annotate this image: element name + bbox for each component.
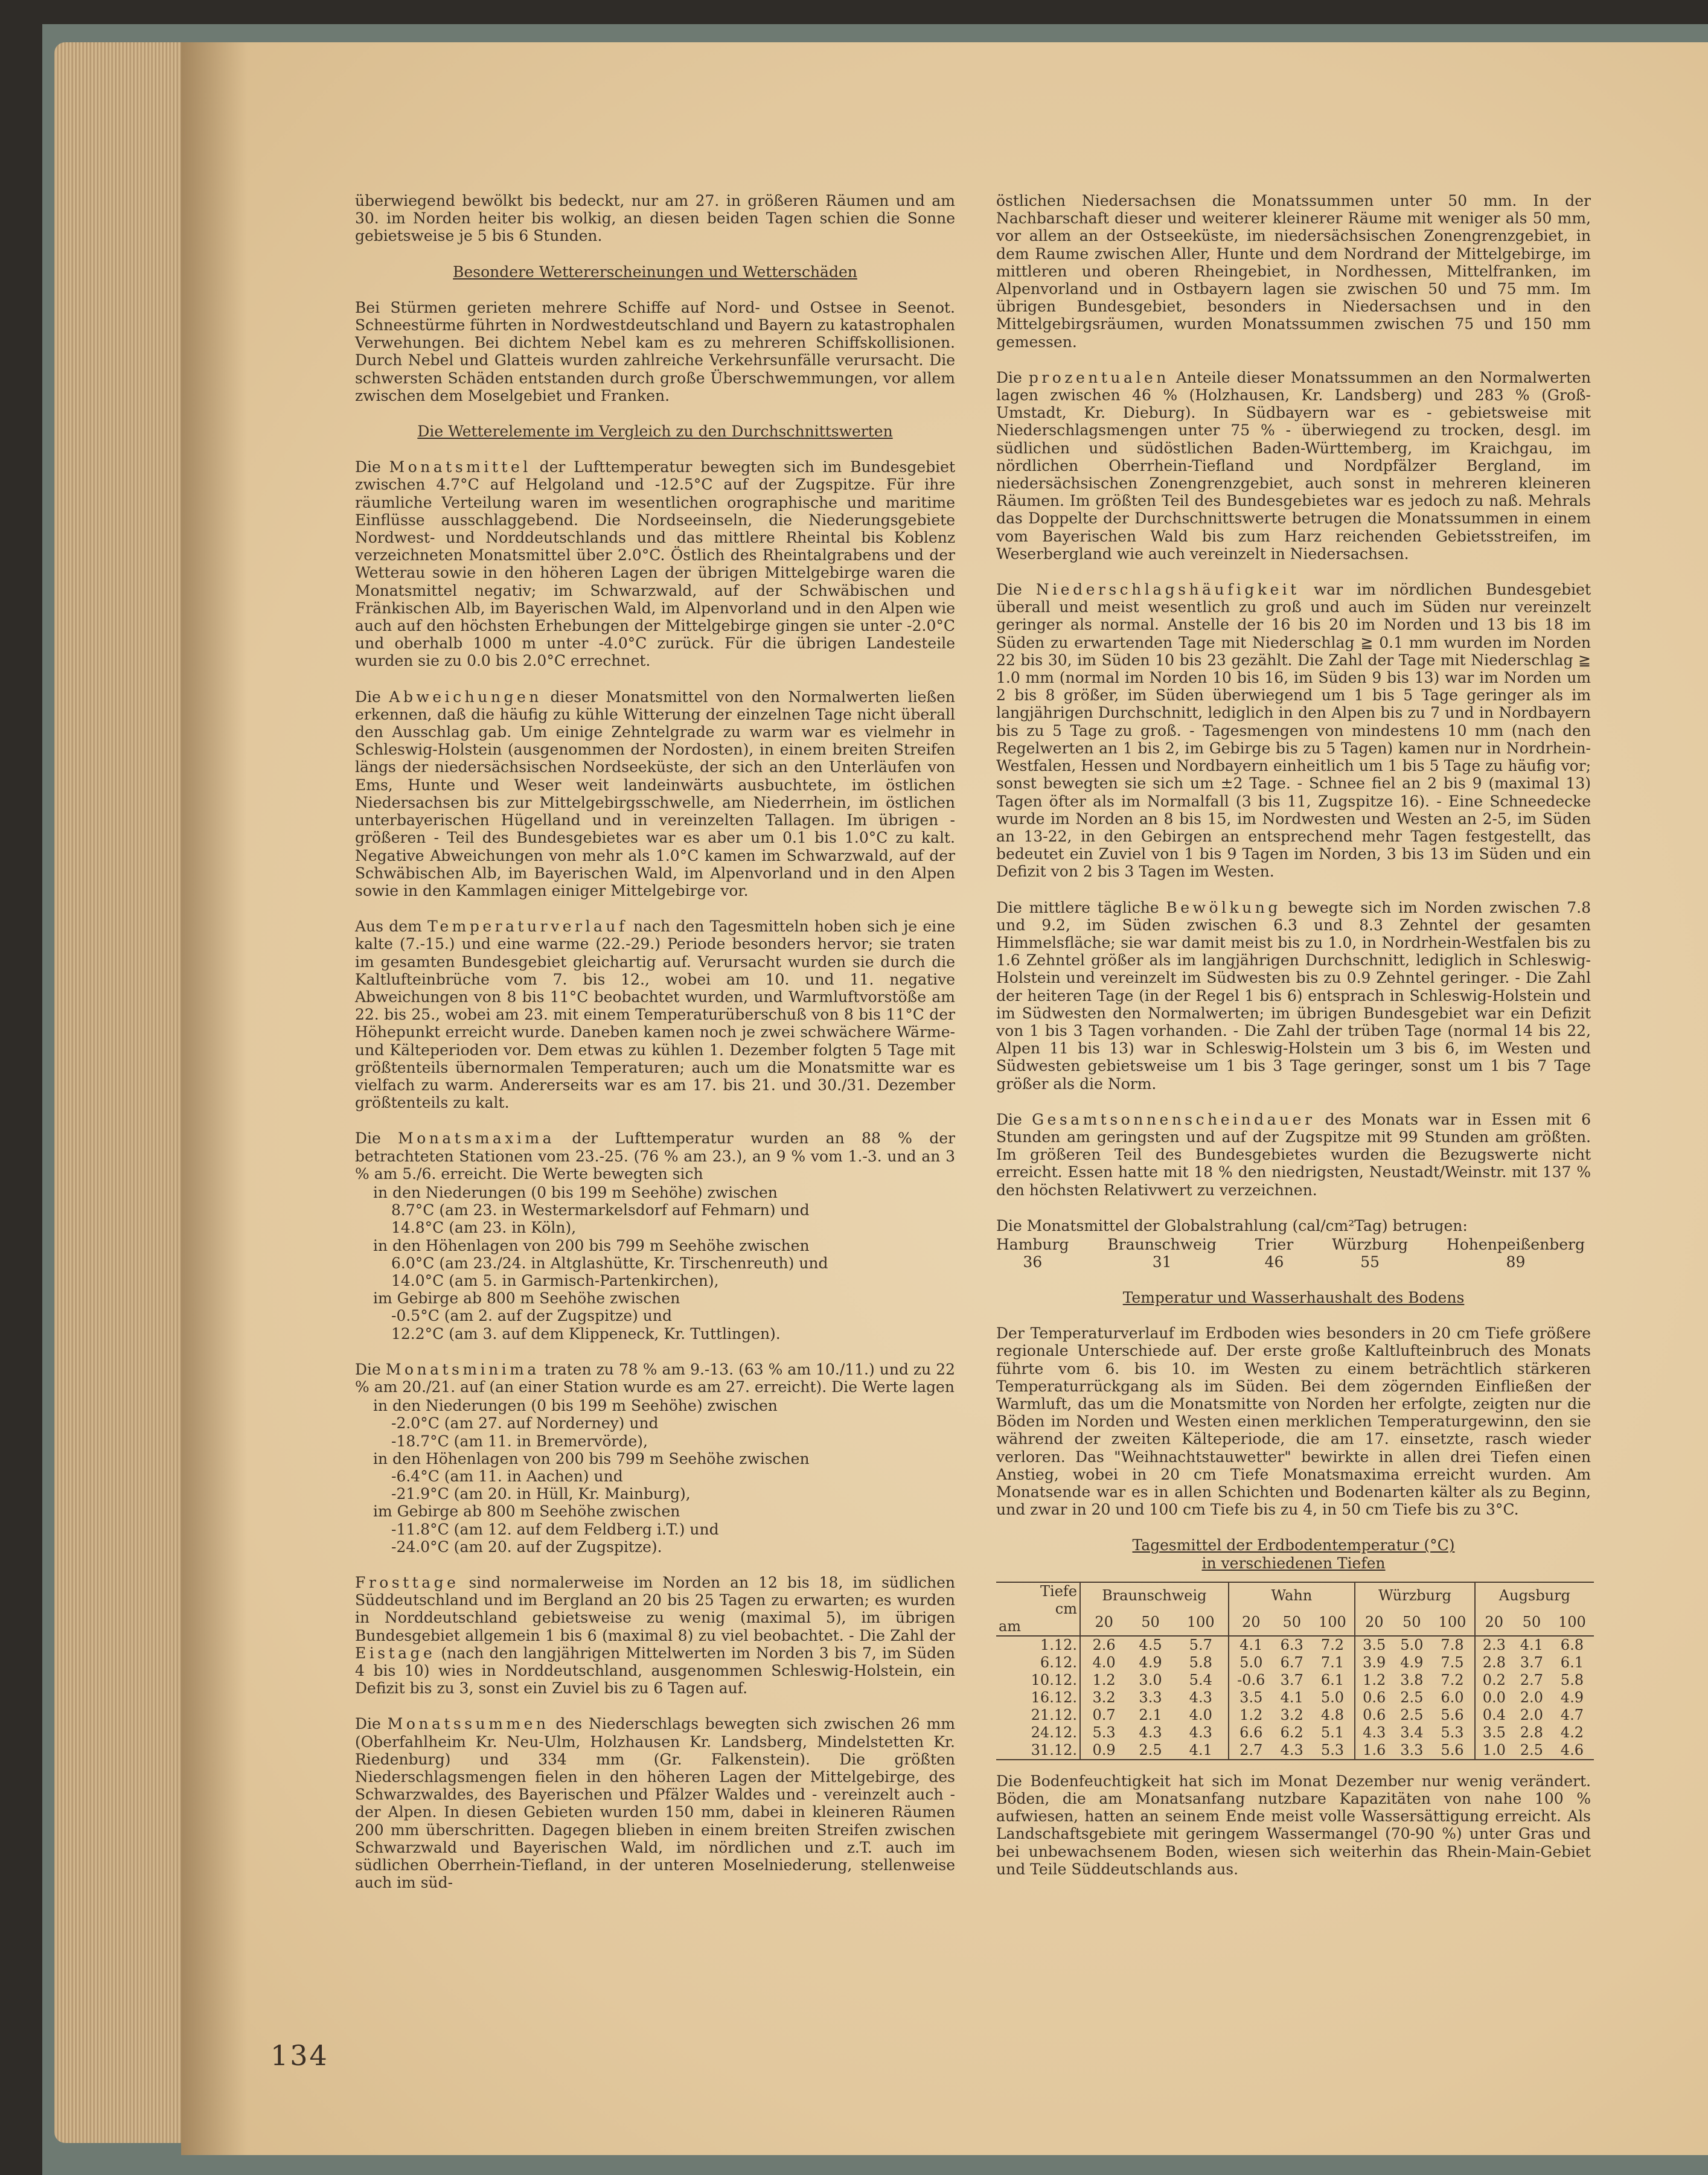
list-line: -2.0°C (am 27. auf Norderney) und <box>391 1414 659 1432</box>
station-value: 46 <box>1264 1253 1284 1271</box>
table-cell: 4.0 <box>1189 1706 1212 1723</box>
table-cell: 7.2 <box>1441 1671 1464 1688</box>
list-line: -11.8°C (am 12. auf dem Feldberg i.T.) und <box>391 1520 719 1538</box>
row-date: 21.12. <box>1031 1706 1077 1723</box>
table-cell: 6.6 <box>1229 1724 1273 1742</box>
depth-header: 20 <box>1475 1609 1513 1636</box>
table-cell: 4.1 <box>1189 1741 1212 1758</box>
station-hohenpeissenberg <box>1447 1236 1585 1271</box>
paragraph-text: Die <box>996 1110 1022 1128</box>
table-cell: 4.3 <box>1355 1724 1393 1742</box>
depth-header: 100 <box>1186 1613 1215 1630</box>
table-cell: 1.6 <box>1355 1742 1393 1760</box>
table-cell: 0.6 <box>1355 1689 1393 1707</box>
table-cell: 6.7 <box>1280 1653 1303 1671</box>
table-cell: 5.4 <box>1189 1671 1212 1688</box>
paragraph-text: des Monats war in Essen mit 6 Stunden am geringsten und auf der Zugspitze mit 99 Stunden am größten. Im größeren Teil des Bundesgebietes wurden die Bezugswerte nicht erreicht. Essen hatte mit 18 % den niedrigsten, Neustadt/Weinstr. mit 137 % den höchsten Relativwert zu verzeichnen. <box>996 1110 1591 1199</box>
station-name: Braunschweig <box>1107 1235 1217 1253</box>
term-monatssummen: Monatssummen <box>387 1715 549 1733</box>
paragraph-weather-damage: Bei Stürmen gerieten mehrere Schiffe auf Nord- und Ostsee in Seenot. Schneestürme führten in Nordwestdeutschland und Bayern zu katastrophalen Verwehungen. Bei dichtem Nebel kam es zu mehreren Schiffskollisionen. Durch Nebel und Glatteis wurden zahlreiche Verkehrsunfälle verursacht. Die schwersten Schäden entstanden durch große Überschwemmungen, vor allem zwischen dem Moselgebiet und Franken. <box>355 298 955 404</box>
term-abweichungen: Abweichungen <box>389 688 542 706</box>
paragraph-text: Anteile dieser Monatssummen an den Normalwerten lagen zwischen 46 % (Holzhausen, Kr. Landsberg) und 283 % (Groß-Umstadt, Kr. Dieburg). In Südbayern war es - gebietsweise mit Niederschlagsmengen unter 75 % - überwiegend zu trocken, desgl. im südlichen und südöstlichen Baden-Württemberg, im Kraichgau, im nördlichen Oberrhein-Tiefland und Nordpfälzer Bergland, im niedersächsischen Zonengrenzgebiet, auch sonst in mehreren kleineren Räumen. Im größten Teil des Bundesgebietes war es jedoch zu naß. Mehrals das Doppelte der Durchschnittswerte betrugen die Monatssummen in einem vom Bayerischen Wald bis zum Harz reichenden Gebietsstreifen, im Weserbergland wie auch vereinzelt in Niedersachsen. <box>996 368 1591 563</box>
list-line: in den Höhenlagen von 200 bis 799 m Seehöhe zwischen <box>373 1449 810 1468</box>
paragraph-percent-shares <box>996 369 1591 563</box>
paragraph-monthly-maxima: Die Monatsmaxima der Lufttemperatur wurden an 88 % der betrachteten Stationen vom 23.-25. (76 % am 23.), an 9 % vom 1.-3. und an 3 % am 5./6. erreicht. Die Werte bewegten sich <box>355 1129 955 1183</box>
table-cell: 3.5 <box>1229 1689 1273 1707</box>
term-temperaturverlauf: Temperaturverlauf <box>427 918 628 936</box>
depth-header: 50 <box>1141 1613 1160 1630</box>
term-monatsminima: Monatsminima <box>385 1360 540 1378</box>
table-cell: 2.7 <box>1229 1742 1273 1760</box>
paragraph-text: Die <box>996 581 1022 599</box>
list-line: in den Niederungen (0 bis 199 m Seehöhe) zwischen <box>373 1183 778 1201</box>
table-cell: 0.9 <box>1080 1742 1127 1760</box>
paragraph-text: (nach den langjährigen Mittelwerten im Norden 3 bis 7, im Süden 4 bis 10) wies in Norddeutschland, ausgenommen Schleswig-Holstein, ein Defizit bis zu 3, sonst ein Zuviel bis zu 6 Tagen auf. <box>355 1644 955 1698</box>
table-cell: 2.5 <box>1520 1741 1543 1758</box>
list-line: in den Höhenlagen von 200 bis 799 m Seehöhe zwischen <box>373 1236 810 1254</box>
table-cell: 3.3 <box>1400 1741 1424 1758</box>
list-line: -24.0°C (am 20. auf der Zugspitze). <box>391 1538 662 1556</box>
page-number: 134 <box>270 2039 329 2072</box>
table-cell: 2.0 <box>1520 1688 1543 1706</box>
station-name: Würzburg <box>1332 1235 1409 1253</box>
list-line: im Gebirge ab 800 m Seehöhe zwischen <box>373 1289 680 1308</box>
list-line: -18.7°C (am 11. in Bremervörde), <box>391 1432 648 1450</box>
table-cell: 4.2 <box>1560 1723 1584 1741</box>
list-line: -21.9°C (am 20. in Hüll, Kr. Mainburg), <box>391 1485 691 1503</box>
table-cell: 0.0 <box>1475 1689 1513 1707</box>
depth-header: 50 <box>1403 1613 1421 1630</box>
table-cell: 2.7 <box>1520 1671 1543 1688</box>
table-cell: 0.6 <box>1355 1707 1393 1724</box>
table-row <box>996 1654 1594 1672</box>
table-cell: 0.7 <box>1080 1707 1127 1724</box>
table-cell: 5.6 <box>1441 1741 1464 1758</box>
table-cell: 3.9 <box>1355 1654 1393 1672</box>
table-cell: 5.0 <box>1320 1688 1344 1706</box>
depth-header: 100 <box>1438 1613 1467 1630</box>
table-cell: 7.1 <box>1320 1653 1344 1671</box>
table-title <box>996 1536 1591 1571</box>
table-cell: 3.5 <box>1475 1724 1513 1742</box>
paragraph-monthly-mean: Die Monatsmittel der Lufttemperatur bewegten sich im Bundesgebiet zwischen 4.7°C auf Helgoland und -12.5°C auf der Zugspitze. Für ihre räumliche Verteilung waren im wesentlichen orographische und maritime Einflüsse ausschlaggebend. Die Nordseeinseln, die Niederungsgebiete Nordwest- und Norddeutschlands und das mittlere Rheintal bis Koblenz verzeichneten Monatsmittel über 2.0°C. Östlich des Rheintalgrabens und der Wetterau sowie in den höheren Lagen der übrigen Mittelgebirge waren die Monatsmittel negativ; im Schwarzwald, auf der Schwäbischen und Fränkischen Alb, im Bayerischen Wald, im Alpenvorland und in den Alpen wie auch auf den höchsten Erhebungen der Mittelgebirge gingen sie unter -2.0°C und oberhalb 1000 m unter -4.0°C zurück. Für die übrigen Landesteile wurden sie zu 0.0 bis 2.0°C errechnet. <box>355 458 955 670</box>
depth-header: 20 <box>1355 1609 1393 1636</box>
table-cell: 6.3 <box>1280 1636 1303 1653</box>
table-cell: 4.3 <box>1139 1723 1162 1741</box>
paragraph-text: dieser Monatsmittel von den Normalwerten ließen erkennen, daß die häufig zu kühle Witterung der einzelnen Tage nicht überall den Ausschlag gab. Um einige Zehntelgrade zu warm war es vielmehr in Schleswig-Holstein (ausgenommen der Nordosten), in einem breiten Streifen längs der niedersächsischen Nordseeküste, der sich an den Unterläufen von Ems, Hunte und Weser weit landeinwärts ausbuchtete, im östlichen Niedersachsen bis zur Mittelgebirgsschwelle, am Niederrhein, im östlichen unterbayerischen Hügelland und in vereinzelten Tallagen. Im übrigen - größeren - Teil des Bundesgebietes war es aber um 0.1 bis 1.0°C zu kalt. Negative Abweichungen von mehr als 1.0°C kamen im Schwarzwald, auf der Schwäbischen Alb, im Bayerischen Wald, im Alpenvorland und in den Alpen sowie in den Kammlagen einiger Mittelgebirge vor. <box>355 688 955 899</box>
table-cell: 5.6 <box>1441 1706 1464 1723</box>
table-cell: 6.0 <box>1441 1688 1464 1706</box>
table-cell: 2.6 <box>1080 1636 1127 1654</box>
paragraph-frost-days <box>355 1574 955 1697</box>
table-cell: 4.3 <box>1280 1741 1303 1758</box>
table-cell: 4.3 <box>1189 1688 1212 1706</box>
list-line: 14.0°C (am 5. in Garmisch-Partenkirchen), <box>391 1271 719 1289</box>
station-name: Hamburg <box>996 1235 1069 1253</box>
corner-depth: Tiefe <box>1040 1582 1077 1600</box>
term-monatsmittel: Monatsmittel <box>389 458 531 476</box>
table-cell: 2.8 <box>1475 1654 1513 1672</box>
table-cell: 6.8 <box>1560 1636 1584 1653</box>
minima-list <box>355 1397 955 1556</box>
row-date: 24.12. <box>1031 1723 1077 1741</box>
paragraph-text: war im nördlichen Bundesgebiet überall und meist wesentlich zu groß und auch im Süden nur vereinzelt geringer als normal. Anstelle der 16 bis 20 im Norden und 13 bis 18 im Süden zu erwartenden Tage mit Niederschlag ≧ 0.1 mm wurden im Norden 22 bis 30, im Süden 10 bis 23 gezählt. Die Zahl der Tage mit Niederschlag ≧ 1.0 mm (normal im Norden 10 bis 16, im Süden 9 bis 13) war im Norden um 2 bis 8 größer, im Süden überwiegend um 1 bis 5 Tage geringer als im langjährigen Durchschnitt, lediglich in den Alpen bis zu 7 und in Nordbayern bis zu 5 Tage zu groß. - Tagesmengen von mindestens 10 mm (nach den Regelwerten an 1 bis 2, im Gebirge bis zu 5 Tagen) kamen nur in Nordrhein-Westfalen, Hessen und Nordbayern einheitlich um 1 bis 5 Tage zu häufig vor; sonst bewegten sie sich um ±2 Tage. - Schnee fiel an 2 bis 9 (maximal 13) Tagen öfter als im Normalfall (3 bis 11, Zugspitze 16). - Eine Schneedecke wurde im Norden an 8 bis 15, im Nordwesten und Westen an 2-5, im Süden an 13-22, in den Gebirgen an entsprechend mehr Tagen festgestellt, das bedeutet ein Zuviel von 1 bis 9 Tagen im Norden, 3 bis 13 im Süden und ein Defizit von 2 bis 3 Tagen im Westen. <box>996 581 1591 881</box>
table-cell: 3.2 <box>1280 1706 1303 1723</box>
right-column <box>996 192 1591 1896</box>
table-cell: 4.1 <box>1280 1688 1303 1706</box>
table-cell: 7.8 <box>1441 1636 1464 1653</box>
station-header: Augsburg <box>1475 1582 1594 1609</box>
list-line: 12.2°C (am 3. auf dem Klippeneck, Kr. Tuttlingen). <box>391 1324 781 1343</box>
paragraph-text: nach den Tagesmitteln hoben sich je eine kalte (7.-15.) und eine warme (22.-29.) Periode besonders hervor; sie traten im gesamten Bundesgebiet gleichartig auf. Verursacht wurden sie durch die Kaltlufteinbrüche vom 7. bis 12., wobei am 10. und 11. negative Abweichungen von 8 bis 11°C beobachtet wurden, und Warmluftvorstöße am 22. bis 25., wobei am 23. mit einem Temperaturüberschuß von 8 bis 11°C der Höhepunkt erreicht wurde. Daneben kamen noch je zwei schwächere Wärme- und Kälteperioden vor. Dem etwas zu kühlen 1. Dezember folgten 5 Tage mit größtenteils übernormalen Temperaturen; auch um die Monatsmitte war es vielfach zu warm. Andererseits war es am 17. bis 21. und 30./31. Dezember größtenteils zu kalt. <box>355 918 956 1112</box>
gutter-shadow <box>181 42 248 2155</box>
paragraph-soil-moisture: Die Bodenfeuchtigkeit hat sich im Monat Dezember nur wenig verändert. Böden, die am Monatsanfang nutzbare Kapazitäten von nahe 100 % aufwiesen, hatten an seinem Ende meist volle Wassersättigung erreicht. Als Landschaftsgebiete mit geringem Wassermangel (70-90 %) unter Gras und bei unbewachsenem Boden, wiesen sich weiterhin das Rhein-Main-Gebiet und Teile Süddeutschlands aus. <box>996 1772 1591 1878</box>
list-line: -0.5°C (am 2. auf der Zugspitze) und <box>391 1307 673 1325</box>
soil-temperature-table <box>996 1582 1594 1760</box>
row-date: 16.12. <box>1031 1688 1077 1706</box>
station-value: 31 <box>1152 1253 1172 1271</box>
term-niederschlagshaeufigkeit: Niederschlagshäufigkeit <box>1035 581 1300 599</box>
table-cell: 3.7 <box>1280 1671 1303 1688</box>
list-line: in den Niederungen (0 bis 199 m Seehöhe) zwischen <box>373 1397 778 1415</box>
heading-weather-elements: Die Wetterelemente im Vergleich zu den Durchschnittswerten <box>417 423 893 441</box>
corner-date: am <box>999 1617 1022 1635</box>
table-cell: 6.1 <box>1560 1653 1584 1671</box>
table-cell: 3.5 <box>1355 1636 1393 1654</box>
station-hamburg <box>996 1236 1069 1271</box>
table-row <box>996 1724 1594 1742</box>
row-date: 1.12. <box>1040 1636 1077 1653</box>
list-line: 6.0°C (am 23./24. in Altglashütte, Kr. Tirschenreuth) und <box>391 1254 828 1272</box>
table-cell: 2.5 <box>1139 1741 1162 1758</box>
table-cell: 3.0 <box>1139 1671 1162 1688</box>
paragraph-soil-temperature: Der Temperaturverlauf im Erdboden wies besonders in 20 cm Tiefe größere regionale Unterschiede auf. Der erste große Kaltlufteinbruch des Monats führte vom 6. bis 10. im Westen zu einem beträchtlich stärkeren Temperaturrückgang als im Süden. Bei dem zögernden Einfließen der Warmluft, das um die Monatsmitte von Norden her erfolgte, zeigten nur die Böden im Norden und Westen einen merklichen Temperaturgewinn, den sie während der zweiten Kälteperiode, die am 17. einsetzte, rasch wieder verloren. Das "Weihnachtstauwetter" bewirkte in allen drei Tiefen einen Anstieg, wobei in 20 cm Tiefe Monatsmaxima erreicht wurden. Am Monatsende war es in allen Schichten und Bodenarten kälter als zu Beginn, und zwar in 20 und 100 cm Tiefe bis zu 4, in 50 cm Tiefe bis zu 3°C. <box>996 1324 1591 1519</box>
table-cell: 4.8 <box>1320 1706 1344 1723</box>
table-row <box>996 1689 1594 1707</box>
table-cell: 4.9 <box>1400 1653 1424 1671</box>
table-cell: 2.5 <box>1400 1688 1424 1706</box>
paragraph-text: sind normalerweise im Norden an 12 bis 18, im südlichen Süddeutschland und im Bergland an 20 bis 25 Tagen zu erwarten; es wurden in Norddeutschland gebietsweise zu wenig (maximal 5), im übrigen Bundesgebiet allgemein 1 bis 6 (maximal 8) zu viel beobachtet. - Die Zahl der <box>355 1574 955 1644</box>
paragraph-precipitation-frequency <box>996 581 1591 880</box>
list-line: -6.4°C (am 11. in Aachen) und <box>391 1468 623 1485</box>
table-row <box>996 1636 1594 1654</box>
table-cell: 2.3 <box>1475 1636 1513 1654</box>
table-cell: 4.1 <box>1520 1636 1543 1653</box>
table-cell: 2.5 <box>1400 1706 1424 1723</box>
table-title-line2: in verschiedenen Tiefen <box>1201 1554 1386 1572</box>
paragraph-deviations: Die Abweichungen dieser Monatsmittel von den Normalwerten ließen erkennen, daß die häufig zu kühle Witterung der einzelnen Tage nicht überall den Ausschlag gab. Um einige Zehntelgrade zu warm war es vielmehr in Schleswig-Holstein (ausgenommen der Nordosten), in einem breiten Streifen längs der niedersächsischen Nordseeküste, der sich an den Unterläufen von Ems, Hunte und Weser weit landeinwärts ausbuchtete, im östlichen Niedersachsen bis zur Mittelgebirgsschwelle, am Niederrhein, im östlichen unterbayerischen Hügelland und in vereinzelten Tallagen. Im übrigen - größeren - Teil des Bundesgebietes war es aber um 0.1 bis 1.0°C zu kalt. Negative Abweichungen von mehr als 1.0°C kamen im Schwarzwald, auf der Schwäbischen Alb, im Bayerischen Wald, im Alpenvorland und in den Alpen sowie in den Kammlagen einiger Mittelgebirge vor. <box>355 688 955 899</box>
term-eistage: Eistage <box>355 1644 436 1662</box>
depth-header: 50 <box>1282 1613 1302 1630</box>
table-cell: 5.0 <box>1400 1636 1424 1653</box>
paragraph-text: der Lufttemperatur wurden an 88 % der betrachteten Stationen vom 23.-25. (76 % am 23.), an 9 % vom 1.-3. und an 3 % am 5./6. erreicht. Die Werte bewegten sich <box>355 1129 955 1183</box>
paragraph-text: traten zu 78 % am 9.-13. (63 % am 10./11.) und zu 22 % am 20./21. auf (an einer Station wurde es am 27. erreicht). Die Werte lagen <box>355 1360 955 1396</box>
table-cell: 4.0 <box>1080 1654 1127 1672</box>
table-cell: 4.6 <box>1560 1741 1584 1758</box>
term-frosttage: Frosttage <box>355 1574 459 1592</box>
table-cell: -0.6 <box>1229 1672 1273 1689</box>
depth-header: 100 <box>1319 1613 1346 1630</box>
table-cell: 1.0 <box>1475 1742 1513 1760</box>
table-cell: 5.1 <box>1320 1723 1344 1741</box>
station-header: Würzburg <box>1355 1582 1475 1609</box>
table-row <box>996 1672 1594 1689</box>
paragraph-cloudiness <box>996 899 1591 1093</box>
paragraph-text: Die <box>996 368 1022 386</box>
maxima-list <box>355 1184 955 1343</box>
table-cell: 4.7 <box>1560 1706 1584 1723</box>
station-value: 36 <box>1023 1253 1043 1271</box>
table-cell: 4.3 <box>1189 1723 1212 1741</box>
paragraph-text: Aus dem <box>355 918 422 936</box>
table-cell: 5.8 <box>1189 1653 1212 1671</box>
table-cell: 0.2 <box>1475 1672 1513 1689</box>
table-cell: 5.8 <box>1560 1671 1584 1688</box>
row-date: 31.12. <box>1031 1741 1077 1758</box>
table-cell: 3.4 <box>1400 1723 1424 1741</box>
paragraph-precipitation-continued: östlichen Niedersachsen die Monatssummen unter 50 mm. In der Nachbarschaft dieser und weiterer kleinerer Räume mit weniger als 50 mm, vor allem an der Ostseeküste, im niedersächsischen Zonengrenzgebiet, in dem Raume zwischen Aller, Hunte und dem Nordrand der Mittelgebirge, im mittleren und oberen Rheingebiet, in Nordhessen, Mittelfranken, im Alpenvorland und in Ostbayern lagen sie zwischen 50 und 75 mm. Im übrigen Bundesgebiet, besonders in Niedersachsen und in den Mittelgebirgsräumen, wurden Monatssummen zwischen 75 und 150 mm gemessen. <box>996 192 1591 351</box>
table-row <box>996 1742 1594 1760</box>
paragraph-text: Die mittlere tägliche <box>996 898 1159 916</box>
paragraph-text: bewegte sich im Norden zwischen 7.8 und 9.2, im Süden zwischen 6.3 und 8.3 Zehntel der gesamten Himmelsfläche; sie war damit meist bis zu 1.0, in Nordrhein-Westfalen bis zu 1.6 Zehntel größer als im langjährigen Durchschnitt, lediglich in Schleswig-Holstein und vereinzelt im Südwesten bis zu 0.9 Zehntel geringer. - Die Zahl der heiteren Tage (in der Regel 1 bis 6) entsprach in Schleswig-Holstein und im Südwesten den Normalwerten; im übrigen Bundesgebiet war ein Defizit von 1 bis 3 Tagen vorhanden. - Die Zahl der trüben Tage (normal 14 bis 22, Alpen 11 bis 13) war in Schleswig-Holstein um 3 bis 6, im Westen und Südwesten gebietsweise um 1 bis 3 Tage geringer, sonst um 1 bis 7 Tage größer als die Norm. <box>996 898 1591 1093</box>
term-bewoelkung: Bewölkung <box>1166 898 1281 916</box>
table-title-line1: Tagesmittel der Erdbodentemperatur (°C) <box>1132 1536 1455 1554</box>
table-cell: 5.3 <box>1441 1723 1464 1741</box>
table-cell: 3.8 <box>1400 1671 1424 1688</box>
table-cell: 4.9 <box>1560 1688 1584 1706</box>
table-cell: 1.2 <box>1355 1672 1393 1689</box>
row-date: 6.12. <box>1040 1653 1077 1671</box>
paragraph-sunshine <box>996 1111 1591 1199</box>
heading-soil: Temperatur und Wasserhaushalt des Bodens <box>1122 1288 1465 1306</box>
table-cell: 5.3 <box>1320 1741 1344 1758</box>
paragraph-monthly-minima: Die Monatsminima traten zu 78 % am 9.-13. (63 % am 10./11.) und zu 22 % am 20./21. auf (an einer Station wurde es am 27. erreicht). Die Werte lagen <box>355 1360 955 1396</box>
table-cell: 1.2 <box>1229 1707 1273 1724</box>
table-cell: 2.1 <box>1139 1706 1162 1723</box>
table-cell: 4.5 <box>1139 1636 1162 1653</box>
station-value: 89 <box>1506 1253 1526 1271</box>
paragraph-text: der Lufttemperatur bewegten sich im Bundesgebiet zwischen 4.7°C auf Helgoland und -12.5°C auf der Zugspitze. Für ihre räumliche Verteilung waren im wesentlichen orographische und maritime Einflüsse ausschlaggebend. Die Nordseeinseln, die Niederungsgebiete Nordwest- und Norddeutschlands und das mittlere Rheintal bis Koblenz verzeichneten Monatsmittel über 2.0°C. Östlich des Rheintalgrabens und der Wetterau sowie in den höheren Lagen der übrigen Mittelgebirge waren die Monatsmittel negativ; im Schwarzwald, auf der Schwäbischen und Fränkischen Alb, im Bayerischen Wald, im Alpenvorland und in den Alpen wie auch auf den höchsten Erhebungen der Mittelgebirge gingen sie unter -2.0°C und oberhalb 1000 m unter -4.0°C zurück. Für die übrigen Landesteile wurden sie zu 0.0 bis 2.0°C errechnet. <box>355 458 955 670</box>
depth-header: 100 <box>1558 1613 1586 1630</box>
radiation-stations <box>996 1236 1591 1271</box>
list-line: 8.7°C (am 23. in Westermarkelsdorf auf Fehmarn) und <box>391 1201 810 1219</box>
station-name: Trier <box>1255 1235 1294 1253</box>
station-braunschweig <box>1107 1236 1217 1271</box>
depth-header: 50 <box>1522 1613 1541 1630</box>
paragraph-global-radiation: Die Monatsmittel der Globalstrahlung (cal/cm²Tag) betrugen: <box>996 1216 1468 1234</box>
table-cell: 3.2 <box>1080 1689 1127 1707</box>
paragraph-cloudiness-continued: überwiegend bewölkt bis bedeckt, nur am 27. in größeren Räumen und am 30. im Norden heiter bis wolkig, an diesen beiden Tagen schien die Sonne gebietsweise je 5 bis 6 Stunden. <box>355 192 955 245</box>
depth-header: 20 <box>1229 1609 1273 1636</box>
term-prozentualen: prozentualen <box>1028 368 1169 386</box>
table-cell: 7.2 <box>1320 1636 1344 1653</box>
table-row <box>996 1707 1594 1724</box>
table-cell: 4.9 <box>1139 1653 1162 1671</box>
left-column <box>355 192 955 1909</box>
table-cell: 1.2 <box>1080 1672 1127 1689</box>
table-cell: 3.3 <box>1139 1688 1162 1706</box>
paragraph-precipitation-sums: Die Monatssummen des Niederschlags bewegten sich zwischen 26 mm (Oberfahlheim Kr. Neu-Ulm, Holzhausen Kr. Landsberg, Mindelstetten Kr. Riedenburg) und 334 mm (Gr. Falkenstein). Die größten Niederschlagsmengen fielen in den höheren Lagen der Mittelgebirge, des Schwarzwaldes, des Bayerischen und Pfälzer Waldes und - vereinzelt auch - der Alpen. In diesen Gebieten wurden 150 mm, dabei in kleineren Räumen 200 mm überschritten. Dagegen blieben in einem breiten Streifen zwischen Schwarzwald und Bayerischen Wald, im nördlichen und z.T. auch im südlichen Oberrhein-Tiefland, in der unteren Moselniederung, stellenweise auch im süd- <box>355 1715 956 1892</box>
station-header: Wahn <box>1229 1582 1355 1609</box>
station-header: Braunschweig <box>1080 1582 1229 1609</box>
table-cell: 0.4 <box>1475 1707 1513 1724</box>
table-cell: 7.5 <box>1441 1653 1464 1671</box>
row-date: 10.12. <box>1031 1671 1077 1688</box>
table-cell: 6.1 <box>1320 1671 1344 1688</box>
table-cell: 4.1 <box>1229 1636 1273 1654</box>
term-gesamtsonnenscheindauer: Gesamtsonnenscheindauer <box>1032 1110 1316 1128</box>
term-monatsmaxima: Monatsmaxima <box>398 1129 555 1148</box>
table-cell: 2.8 <box>1520 1723 1543 1741</box>
heading-special-weather: Besondere Wettererscheinungen und Wetterschäden <box>453 263 857 281</box>
station-trier <box>1255 1236 1293 1271</box>
depth-header: 20 <box>1080 1609 1127 1636</box>
table-cell: 3.7 <box>1520 1653 1543 1671</box>
table-cell: 5.3 <box>1080 1724 1127 1742</box>
list-line: 14.8°C (am 23. in Köln), <box>391 1219 577 1237</box>
table-cell: 2.0 <box>1520 1706 1543 1723</box>
table-cell: 6.2 <box>1280 1723 1303 1741</box>
station-value: 55 <box>1360 1253 1380 1271</box>
soil-table-body <box>996 1636 1594 1760</box>
paragraph-text: des Niederschlags bewegten sich zwischen 26 mm (Oberfahlheim Kr. Neu-Ulm, Holzhausen Kr. Landsberg, Mindelstetten Kr. Riedenburg) und 334 mm (Gr. Falkenstein). Die größten Niederschlagsmengen fielen in den höheren Lagen der Mittelgebirge, des Schwarzwaldes, des Bayerischen und Pfälzer Waldes und - vereinzelt auch - der Alpen. In diesen Gebieten wurden 150 mm, dabei in kleineren Räumen 200 mm überschritten. Dagegen blieben in einem breiten Streifen zwischen Schwarzwald und Bayerischen Wald, im nördlichen und z.T. auch im südlichen Oberrhein-Tiefland, in der unteren Moselniederung, stellenweise auch im süd- <box>355 1715 956 1892</box>
table-cell: 5.7 <box>1189 1636 1212 1653</box>
station-name: Hohenpeißenberg <box>1446 1235 1585 1253</box>
table-cell: 5.0 <box>1229 1654 1273 1672</box>
table-corner <box>996 1582 1080 1636</box>
station-wuerzburg <box>1332 1236 1408 1271</box>
corner-unit: cm <box>1055 1600 1077 1617</box>
paragraph-temperature-course <box>355 918 955 1111</box>
list-line: im Gebirge ab 800 m Seehöhe zwischen <box>373 1503 680 1521</box>
